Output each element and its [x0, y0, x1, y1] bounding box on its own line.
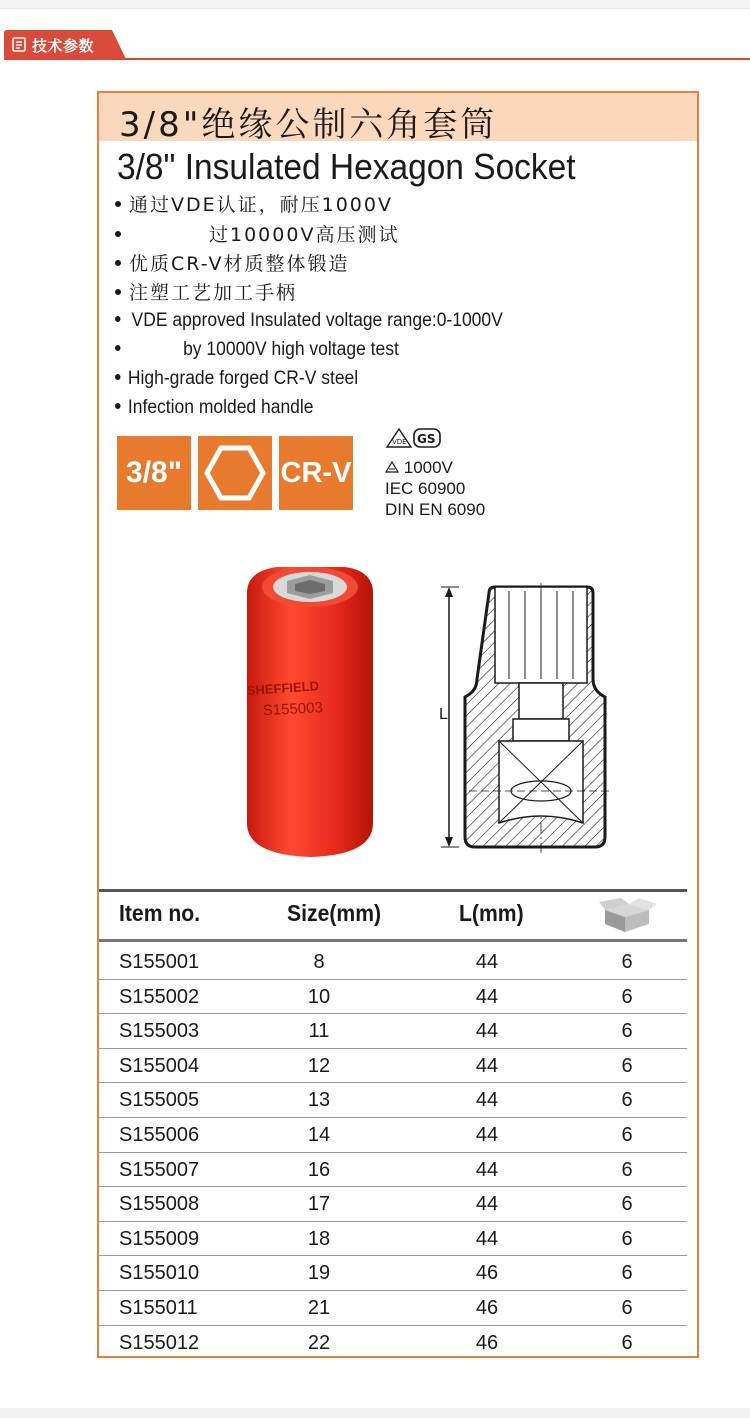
length-cell: 44 [475, 951, 499, 973]
length-cell: 44 [475, 1193, 499, 1216]
table-header-rule [99, 939, 687, 942]
section-rule [4, 58, 750, 60]
qty-cell: 6 [621, 1227, 633, 1250]
qty-cell: 6 [621, 1297, 633, 1319]
length-cell: 46 [475, 1331, 499, 1354]
table-row [99, 1117, 687, 1153]
socket-cross-section-drawing [429, 583, 619, 863]
qty-cell: 6 [621, 1331, 633, 1354]
feature-cn-1: 通过VDE认证，耐压1000V [115, 190, 393, 217]
material-badge: CR-V [279, 436, 353, 510]
column-header-size: Size(mm) [287, 900, 382, 926]
title-chinese: 3/8"绝缘公制六角套筒 [119, 105, 498, 145]
title-english: 3/8" Insulated Hexagon Socket [117, 146, 576, 187]
feature-en-3: High-grade forged CR-V steel [115, 368, 358, 390]
item-no-cell: S155004 [119, 1054, 200, 1077]
table-row [99, 1013, 687, 1049]
length-cell: 44 [475, 1227, 499, 1250]
standard-din: DIN EN 6090 [385, 500, 486, 519]
qty-cell: 6 [621, 1020, 633, 1043]
voltage-rating: 1000V [385, 457, 485, 478]
qty-cell: 6 [621, 1158, 633, 1181]
standard-iec: IEC 60900 [385, 479, 466, 498]
qty-cell: 6 [621, 951, 633, 973]
bottom-bar [0, 1408, 750, 1418]
feature-cn-4: 注塑工艺加工手柄 [115, 278, 297, 305]
length-cell: 44 [475, 1054, 499, 1077]
column-header-item: Item no. [119, 900, 201, 926]
size-cell: 11 [308, 1020, 330, 1043]
feature-en-2: by 10000V high voltage test [115, 339, 399, 361]
item-no-cell: S155010 [119, 1262, 200, 1285]
table-row [99, 1290, 687, 1326]
certifications [385, 427, 485, 520]
item-no-cell: S155001 [119, 951, 200, 973]
qty-cell: 6 [621, 1054, 633, 1077]
length-cell: 44 [475, 1089, 499, 1112]
item-no-cell: S155003 [119, 1020, 200, 1043]
drive-size-badge: 3/8" [117, 436, 191, 510]
insulation-triangle-icon [385, 461, 399, 473]
top-divider [0, 0, 750, 9]
tab-label: 技术参数 [32, 37, 95, 55]
size-cell: 21 [307, 1297, 331, 1319]
size-cell: 16 [307, 1158, 331, 1181]
item-no-cell: S155002 [119, 985, 200, 1008]
vde-gs-mark-icon [385, 427, 445, 449]
length-cell: 46 [475, 1297, 499, 1319]
size-cell: 17 [307, 1193, 331, 1216]
length-cell: 44 [475, 1124, 499, 1146]
size-cell: 10 [307, 985, 331, 1008]
feature-en-1: VDE approved Insulated voltage range:0-1000V [115, 310, 503, 332]
svg-text:SHEFFIELD: SHEFFIELD [246, 678, 320, 699]
item-no-cell: S155008 [119, 1193, 200, 1216]
item-no-cell: S155009 [119, 1227, 200, 1250]
length-cell: 44 [475, 1158, 499, 1181]
qty-cell: 6 [621, 1262, 633, 1285]
svg-text:VDE: VDE [392, 438, 407, 446]
qty-cell: 6 [621, 1089, 633, 1112]
size-cell: 22 [307, 1331, 331, 1354]
size-cell: 14 [307, 1124, 331, 1146]
length-cell: 46 [475, 1262, 499, 1285]
table-row [99, 1325, 687, 1360]
qty-cell: 6 [621, 1193, 633, 1216]
svg-text:GS: GS [417, 432, 436, 446]
document-icon [12, 37, 26, 52]
socket-product-image [237, 563, 387, 863]
table-row [99, 1082, 687, 1118]
qty-cell: 6 [621, 1124, 633, 1146]
product-card [97, 91, 699, 1358]
item-no-cell: S155006 [119, 1124, 200, 1146]
table-row [99, 1255, 687, 1291]
title-band [99, 93, 697, 145]
size-cell: 8 [313, 951, 325, 973]
table-row [99, 1221, 687, 1257]
section-tab[interactable] [4, 30, 124, 59]
table-row [99, 944, 687, 980]
item-no-cell: S155007 [119, 1158, 200, 1181]
length-cell: 44 [475, 1020, 499, 1043]
length-cell: 44 [475, 985, 499, 1008]
table-row [99, 1186, 687, 1222]
hexagon-icon [204, 442, 266, 504]
svg-text:S155003: S155003 [262, 699, 324, 720]
item-no-cell: S155005 [119, 1089, 200, 1112]
item-no-cell: S155011 [119, 1297, 198, 1319]
box-icon [599, 896, 657, 934]
feature-cn-2: 过10000V高压测试 [115, 220, 399, 247]
item-no-cell: S155012 [119, 1331, 200, 1354]
size-cell: 13 [307, 1089, 331, 1112]
table-row [99, 1048, 687, 1084]
qty-cell: 6 [621, 985, 633, 1008]
table-top-rule [99, 889, 687, 892]
svg-text:L: L [439, 706, 448, 723]
hexagon-badge [198, 436, 272, 510]
feature-en-4: Infection molded handle [115, 397, 314, 419]
table-row [99, 979, 687, 1015]
size-cell: 19 [307, 1262, 331, 1285]
size-cell: 12 [307, 1054, 331, 1077]
feature-cn-3: 优质CR-V材质整体锻造 [115, 249, 349, 276]
column-header-length: L(mm) [459, 900, 524, 926]
table-row [99, 1152, 687, 1188]
size-cell: 18 [307, 1227, 331, 1250]
